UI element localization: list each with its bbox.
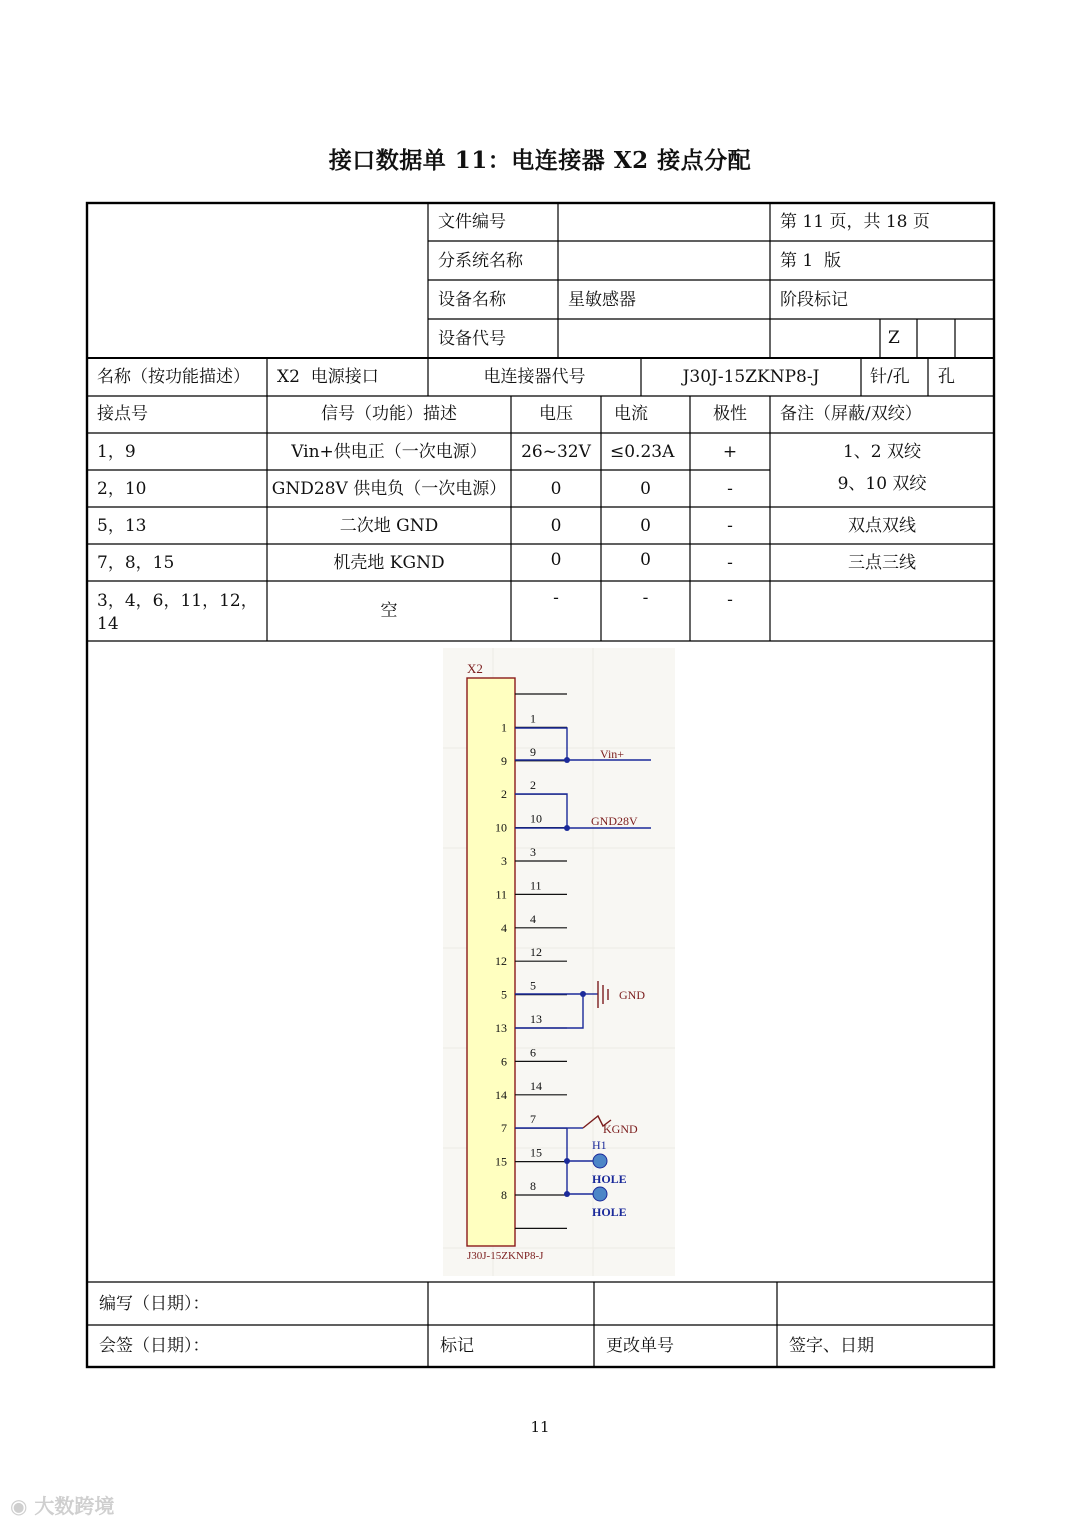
col-header-voltage: 电压 [539,404,573,424]
table-row-pins: 1，9 [97,442,136,462]
col-header-polarity: 极性 [713,404,747,424]
table-row-desc: Vin+供电正（一次电源） [291,442,487,462]
countersign-label: 会签（日期）： [99,1336,210,1356]
table-row-current: 0 [640,550,651,570]
table-row-desc: 空 [380,601,398,621]
pin-number-inside: 10 [495,820,507,835]
pin-number-outside: 8 [530,1179,536,1193]
pin-number-inside: 12 [495,954,507,969]
pin-number-outside: 2 [530,778,536,793]
pin-number-outside: 14 [530,1078,542,1093]
page-info: 第 11 页，共 18 页 [780,212,930,232]
table-row-pins: 7，8，15 [97,553,175,573]
pin-number-inside: 5 [501,987,507,1002]
connector-name-value: X2 电源接口 [277,367,379,387]
pin-number-outside: 9 [530,744,536,759]
table-row-voltage: 0 [550,550,562,570]
hole2-icon [593,1187,607,1201]
mark-label: 标记 [440,1336,474,1356]
file-number-label: 文件编号 [438,212,506,232]
hole2-label: HOLE [592,1205,627,1219]
pin-number-outside: 12 [530,945,542,960]
table-row-current: 0 [640,516,651,536]
pin-number-inside: 1 [501,720,507,735]
connector-code-value: J30J-15ZKNP8-J [682,367,820,387]
watermark-text: 大数跨境 [34,1494,115,1518]
part-number-label: J30J-15ZKNP8-J [467,1250,544,1262]
pin-number-inside: 7 [501,1121,507,1136]
pin-number-inside: 8 [501,1188,507,1202]
pin-hole-label: 针/孔 [870,367,910,387]
pin-number-inside: 4 [501,920,507,935]
table-row-voltage: 0 [550,479,562,499]
pin-hole-value: 孔 [938,367,955,387]
pin-number-outside: 15 [530,1145,542,1160]
table-row-polarity: - [727,590,733,610]
page-number: 11 [530,1418,550,1436]
table-row-note: 双点双线 [848,516,916,536]
pin-number-outside: 13 [530,1012,542,1026]
sign-label: 签字、日期 [789,1336,874,1356]
table-row-voltage: - [553,588,559,608]
written-label: 编写（日期）： [99,1294,210,1314]
pin-number-inside: 3 [501,854,507,868]
hole1-label: HOLE [592,1172,627,1186]
table-row-current: ≤0.23A [610,442,675,462]
device-name-label: 设备名称 [438,290,506,310]
table-row-voltage: 26~32V [521,442,591,462]
table-row-polarity: - [727,553,733,573]
col-header-current: 电流 [614,404,648,424]
stage-label: 阶段标记 [780,290,848,310]
table-row-pins-line2: 14 [97,614,119,634]
pin-number-outside: 4 [530,911,536,926]
table-row-pins: 2，10 [97,479,147,499]
table-row-current: - [642,588,649,608]
net-gnd-label: GND [619,988,645,1002]
col-header-pins: 接点号 [97,404,148,424]
table-row-pins: 5，13 [97,516,147,536]
table-row-current: 0 [640,479,651,499]
table-row-pins-line1: 3，4，6，11，12， [97,591,258,611]
edition: 第 1 版 [780,251,842,271]
subsystem-label: 分系统名称 [438,251,523,271]
col-header-desc: 信号（功能）描述 [321,404,457,424]
pin-number-inside: 6 [501,1054,507,1069]
pin-number-outside: 5 [530,978,536,993]
pin-number-outside: 11 [530,878,542,893]
table-row-polarity: + [722,442,738,462]
pin-number-inside: 9 [501,753,507,768]
watermark [10,1490,114,1519]
pin-number-inside: 13 [495,1021,507,1035]
pin-number-outside: 1 [530,711,536,726]
table-row-voltage: 0 [550,516,562,536]
connector-name-label: 名称（按功能描述） [97,367,250,387]
connector-code-label: 电连接器代号 [483,367,586,387]
device-code-label: 设备代号 [438,329,506,349]
connector-schematic [443,648,675,1276]
watermark-logo-icon: ◉ [10,1494,28,1518]
device-name-value: 星敏感器 [568,290,636,310]
page-title: 接口数据单 11：电连接器 X2 接点分配 [328,147,752,174]
table-row-polarity: - [727,516,733,536]
table-row-desc: 机壳地 KGND [333,553,445,573]
net-vin-label: Vin+ [600,747,625,761]
net-gnd28-label: GND28V [591,814,638,828]
pin-number-inside: 15 [495,1154,507,1169]
pin-number-inside: 14 [495,1087,507,1102]
h1-label: H1 [592,1138,607,1152]
table-row-note: 三点三线 [848,553,916,573]
merged-note-line2: 9、10 双绞 [837,474,927,494]
table-row-desc: GND28V 供电负（一次电源） [271,479,507,499]
pin-number-outside: 10 [530,811,542,826]
hole1-icon [593,1154,607,1168]
table-row-polarity: - [727,479,733,499]
pin-number-outside: 6 [530,1045,536,1060]
pin-number-inside: 2 [501,787,507,802]
table-row-desc: 二次地 GND [339,516,439,536]
pin-number-outside: 3 [530,845,536,859]
connector-body [467,678,515,1246]
designator-label: X2 [467,661,483,676]
pin-number-inside: 11 [495,887,507,902]
stage-value: Z [888,328,900,348]
pin-number-outside: 7 [530,1112,536,1127]
net-kgnd-label: KGND [603,1122,638,1136]
col-header-note: 备注（屏蔽/双绞） [780,404,922,424]
change-no-label: 更改单号 [606,1336,674,1356]
merged-note-line1: 1、2 双绞 [842,442,922,462]
